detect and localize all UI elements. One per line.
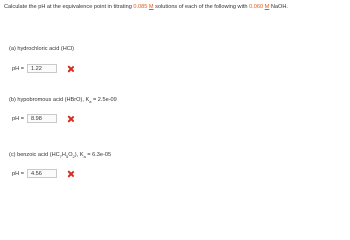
part-b-answer-field[interactable]: 8.98 (27, 114, 57, 123)
part-b-answer-row (12, 114, 74, 123)
question-prefix: Calculate the pH at the equivalence point in titrating (4, 4, 134, 10)
incorrect-x-icon (67, 115, 74, 122)
part-c-ph-label: pH = (12, 170, 24, 177)
part-a-answer-row (12, 64, 74, 73)
concentration-base: 0.060 M (249, 4, 270, 10)
part-a-label: (a) hydrochloric acid (HCl) (9, 46, 74, 52)
part-a-answer-field[interactable]: 1.22 (27, 64, 57, 73)
part-c-answer-row (12, 169, 74, 178)
incorrect-x-icon (67, 170, 74, 177)
question-suffix: NaOH. (269, 4, 288, 10)
concentration-acid: 0.085 M (133, 4, 154, 10)
part-c-label: (c) benzoic acid $(HC_7H_5O_2)$, $K_a = 6.3e-05$ (9, 152, 112, 160)
part-b-label: (b) hypobromous acid (HBrO), $K_a = 2.5e-09$ (9, 97, 117, 105)
question-middle: solutions of each of the following with (153, 4, 250, 10)
part-c-answer-field[interactable]: 4.56 (27, 169, 57, 178)
incorrect-x-icon (67, 65, 74, 72)
part-b-ph-label: pH = (12, 115, 24, 122)
question-text (4, 4, 288, 10)
part-a-ph-label: pH = (12, 65, 24, 72)
